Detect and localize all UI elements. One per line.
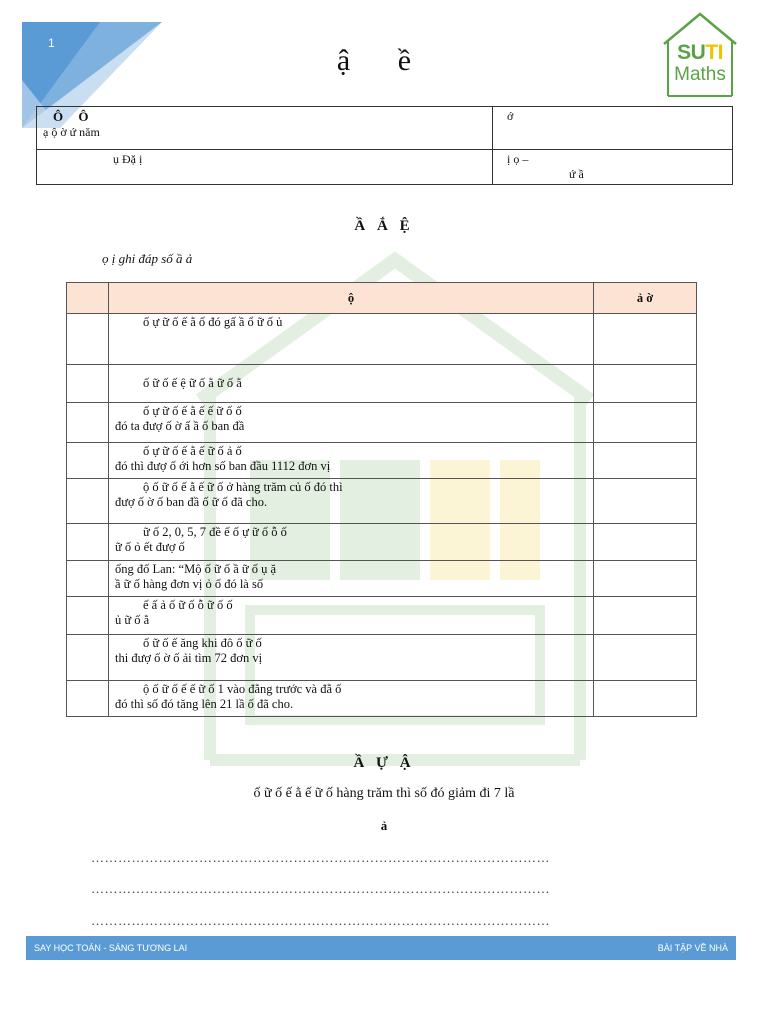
table-row: ố ữ ố ế ăng khi đô ố ữ ố thi đượ ố ờ ố ải tìm 72 đơn vị xyxy=(67,635,697,681)
page-number: 1 xyxy=(48,36,55,50)
logo-wordmark: SUTI xyxy=(677,41,723,64)
answer-line[interactable]: ………………………………………………………………………………………… xyxy=(91,881,550,896)
info-cell-topic: ụ Đặ ị xyxy=(37,150,493,185)
student-info-table xyxy=(36,106,733,185)
answer-cell[interactable] xyxy=(594,403,697,443)
solution-label: ả xyxy=(380,818,388,833)
problem-text: ố ữ ố ế ằ ế ữ ố hàng trăm thì số đó giảm đi 7 lầ xyxy=(253,786,515,801)
footer-bar xyxy=(26,936,736,960)
table-row: ố ự ữ ố ế ằ ế ế ữ ố ố đó ta đượ ố ờ ấ ầ ố ban đầ xyxy=(67,403,697,443)
info-cell-class: ớ xyxy=(493,107,733,150)
table-row: ộ ố ữ ố ế ằ ế ữ ố ở hàng trăm củ ố đó thì đượ ố ờ ố ban đầ ố ữ ố đã cho. xyxy=(67,479,697,524)
table-row: ố ự ữ ố ế ằ ố đó gấ ầ ổ ữ ố ủ xyxy=(67,314,697,365)
answer-cell[interactable] xyxy=(594,681,697,717)
answer-line[interactable]: ………………………………………………………………………………………… xyxy=(91,850,550,865)
header-content: ộ xyxy=(109,283,594,314)
table-row: ố ữ ố ế ệ ữ ố ằ ữ ố ằ xyxy=(67,365,697,403)
info-cell-time: ị ọ – ứ ầ xyxy=(493,150,733,185)
answer-cell[interactable] xyxy=(594,524,697,561)
table-row: ữ ố 2, 0, 5, 7 đề ế ố ự ữ ố ỗ ố ữ ố ỏ ết đượ ố xyxy=(67,524,697,561)
answer-cell[interactable] xyxy=(594,597,697,635)
header-number xyxy=(67,283,109,314)
section-title-self-study: Ầ Ự Ậ xyxy=(353,755,415,771)
answer-cell[interactable] xyxy=(594,365,697,403)
table-row: ế ấ ả ố ữ ố ỗ ữ ố ố ủ ữ ố ằ xyxy=(67,597,697,635)
answer-cell[interactable] xyxy=(594,314,697,365)
table-row: ổng đố Lan: “Mộ ố ữ ố ầ ữ ố ụ ặ ầ ữ ố hàng đơn vị ỏ ố đó là số xyxy=(67,561,697,597)
info-cell-school: Ô Ô ạ ộ ờ ứ năm xyxy=(37,107,493,150)
answer-cell[interactable] xyxy=(594,479,697,524)
answer-cell[interactable] xyxy=(594,635,697,681)
footer-label: BÀI TẬP VỀ NHÀ xyxy=(657,943,728,953)
section-title-homework: Ầ Ắ Ệ xyxy=(354,218,414,234)
answer-cell[interactable] xyxy=(594,561,697,597)
questions-table xyxy=(66,282,697,717)
header-answer: ả ờ xyxy=(594,283,697,314)
table-header-row xyxy=(67,283,697,314)
answer-line[interactable]: ………………………………………………………………………………………… xyxy=(91,913,550,928)
footer-slogan: SAY HỌC TOÁN - SÁNG TƯƠNG LAI xyxy=(34,943,188,953)
answer-cell[interactable] xyxy=(594,443,697,479)
logo-subtitle: Maths xyxy=(674,64,726,85)
page-title: ậ ề xyxy=(336,44,432,77)
table-row: ộ ố ữ ố ế ế ữ ố 1 vào đằng trước và đằ ố đó thì số đó tăng lên 21 lầ ố đã cho. xyxy=(67,681,697,717)
instruction-text: ọ ị ghi đáp số ầ ả xyxy=(102,251,193,266)
table-row: ố ự ữ ố ế ằ ế ữ ố ả ố đó thì đượ ố ới hơn số ban đầu 1112 đơn vị xyxy=(67,443,697,479)
